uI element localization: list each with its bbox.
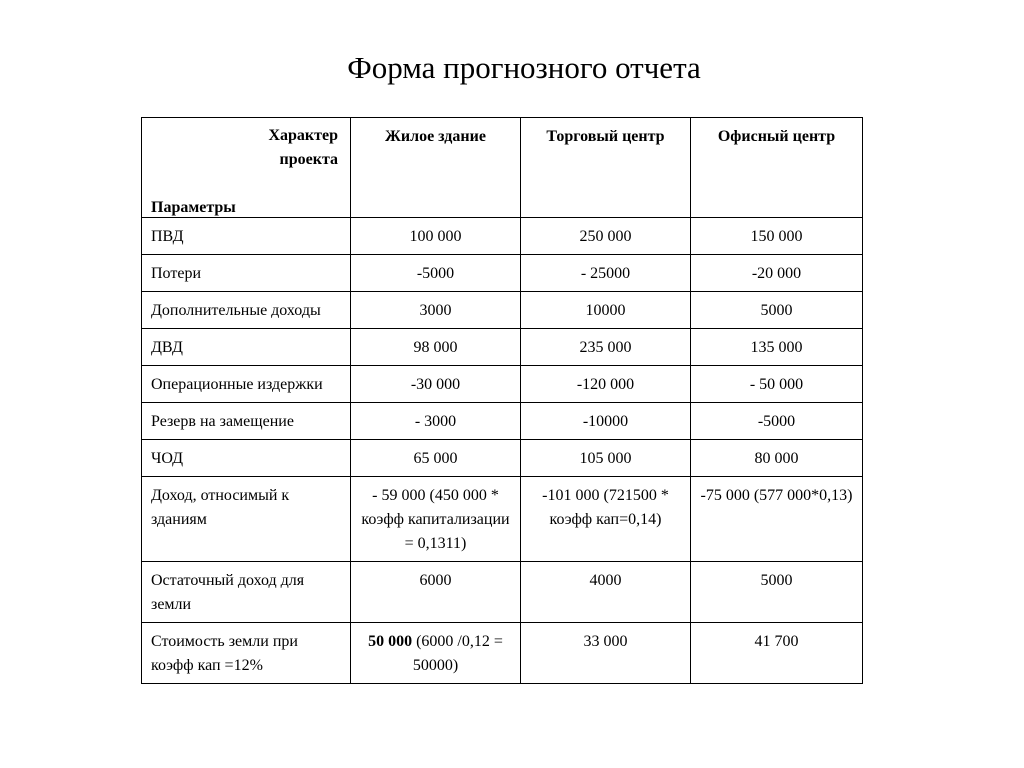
table-row (142, 440, 863, 477)
column-header-office-center: Офисный центр (691, 118, 863, 218)
cell-value: 3000 (351, 292, 521, 329)
table-header-row (142, 118, 863, 218)
row-label: ЧОД (142, 440, 351, 477)
cell-value: -10000 (521, 403, 691, 440)
land-value-formula: (6000 /0,12 = 50000) (412, 633, 503, 674)
table-row (142, 403, 863, 440)
cell-value: -30 000 (351, 366, 521, 403)
forecast-report-table (141, 117, 863, 684)
row-label: ПВД (142, 218, 351, 255)
corner-header-parameters: Параметры (151, 199, 236, 216)
row-label: Операционные издержки (142, 366, 351, 403)
table-row (142, 218, 863, 255)
cell-value: 33 000 (521, 623, 691, 684)
row-label: Стоимость земли при коэфф кап =12% (142, 623, 351, 684)
table-row (142, 623, 863, 684)
table-row (142, 562, 863, 623)
cell-value: 4000 (521, 562, 691, 623)
page-title: Форма прогнозного отчета (347, 50, 701, 85)
cell-value: -120 000 (521, 366, 691, 403)
row-label: Потери (142, 255, 351, 292)
cell-value: 105 000 (521, 440, 691, 477)
cell-value: 150 000 (691, 218, 863, 255)
corner-header-project-type (268, 124, 338, 172)
cell-value: 41 700 (691, 623, 863, 684)
cell-value: - 3000 (351, 403, 521, 440)
cell-value: - 50 000 (691, 366, 863, 403)
table-row (142, 477, 863, 562)
cell-value: 65 000 (351, 440, 521, 477)
corner-header-line-2: проекта (279, 151, 338, 168)
row-label: Резерв на замещение (142, 403, 351, 440)
table-row (142, 255, 863, 292)
table-row (142, 292, 863, 329)
column-header-shopping-center: Торговый центр (521, 118, 691, 218)
cell-value: - 59 000 (450 000 * коэфф капитализации = 0,1311) (351, 477, 521, 562)
cell-value (351, 623, 521, 684)
row-label: Дополнительные доходы (142, 292, 351, 329)
cell-value: -5000 (691, 403, 863, 440)
corner-header-line-1: Характер (268, 127, 338, 144)
row-label: ДВД (142, 329, 351, 366)
table-row (142, 366, 863, 403)
cell-value: 5000 (691, 292, 863, 329)
cell-value: - 25000 (521, 255, 691, 292)
column-header-residential: Жилое здание (351, 118, 521, 218)
cell-value: 250 000 (521, 218, 691, 255)
cell-value: 5000 (691, 562, 863, 623)
cell-value: -20 000 (691, 255, 863, 292)
corner-header-cell (142, 118, 351, 218)
row-label: Остаточный доход для земли (142, 562, 351, 623)
cell-value: 100 000 (351, 218, 521, 255)
cell-value: -75 000 (577 000*0,13) (691, 477, 863, 562)
cell-value: 235 000 (521, 329, 691, 366)
cell-value: -5000 (351, 255, 521, 292)
table-row (142, 329, 863, 366)
cell-value: 6000 (351, 562, 521, 623)
cell-value: 98 000 (351, 329, 521, 366)
cell-value: -101 000 (721500 * коэфф кап=0,14) (521, 477, 691, 562)
land-value-bold: 50 000 (368, 633, 413, 650)
row-label: Доход, относимый к зданиям (142, 477, 351, 562)
cell-value: 135 000 (691, 329, 863, 366)
cell-value: 10000 (521, 292, 691, 329)
cell-value: 80 000 (691, 440, 863, 477)
